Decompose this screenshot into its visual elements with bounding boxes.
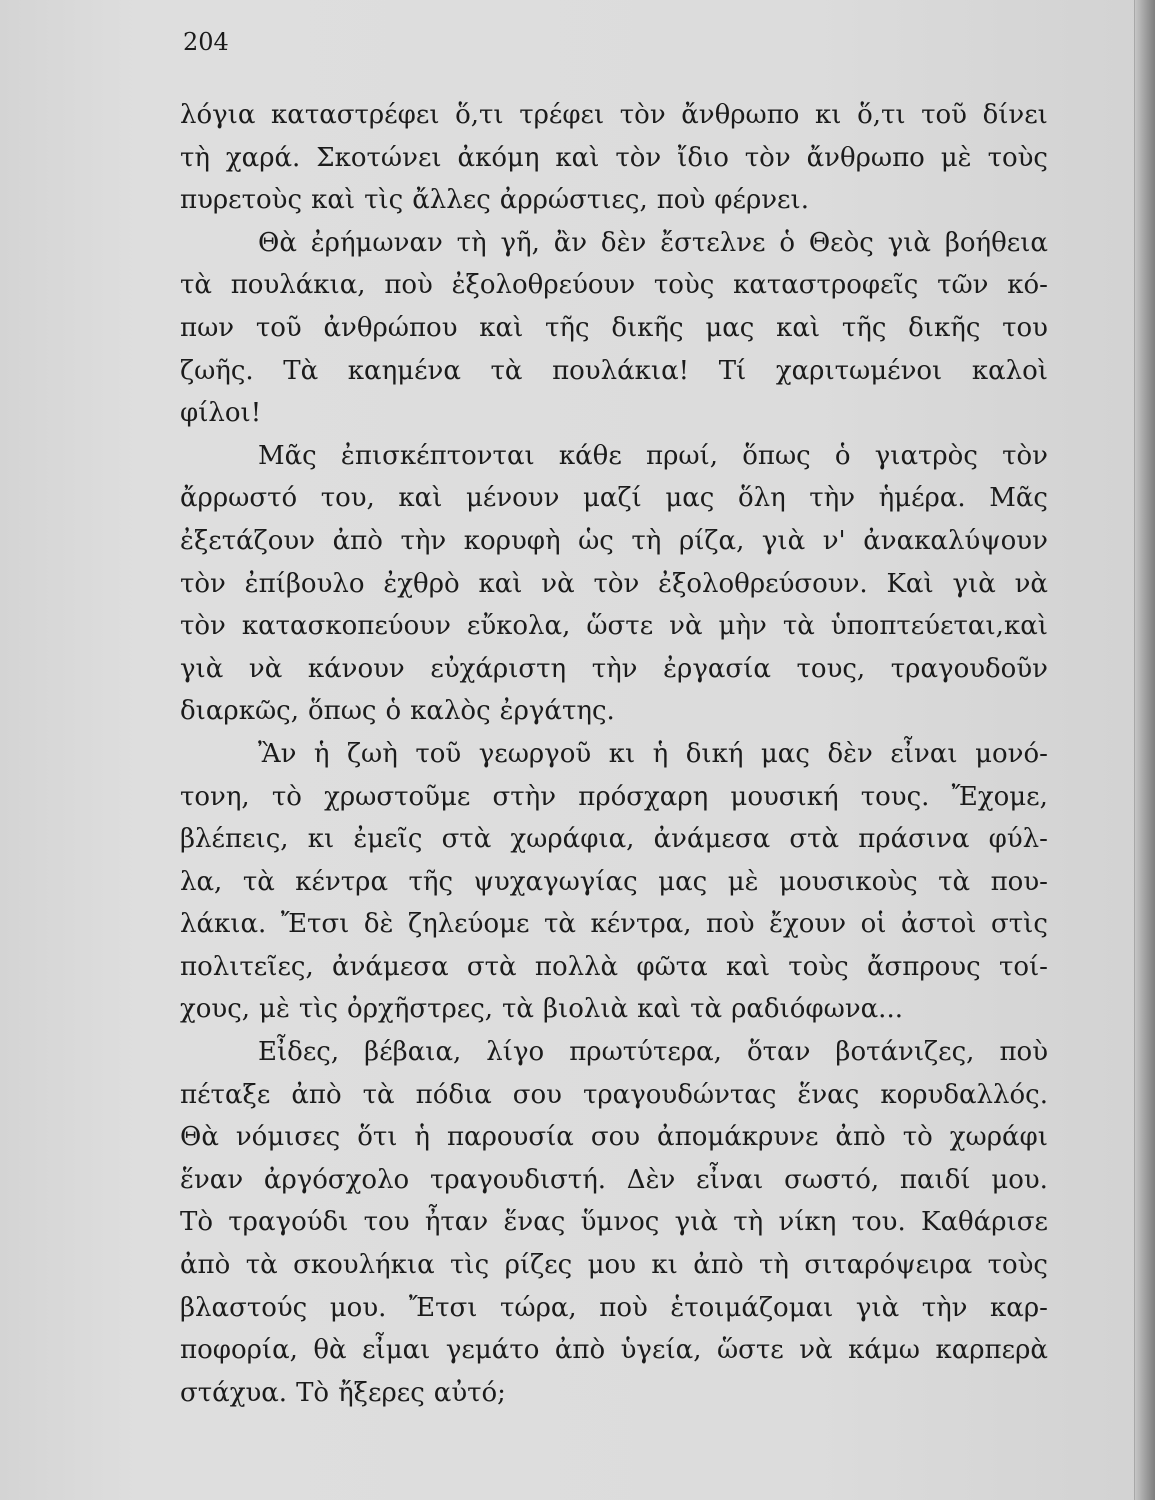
text-line: τὸν ἐπίβουλο ἐχθρὸ καὶ νὰ τὸν ἐξολοθρεύσουν. Καὶ γιὰ νὰ [180,568,1048,599]
text-line: τὴ χαρά. Σκοτώνει ἀκόμη καὶ τὸν ἴδιο τὸν ἄνθρωπο μὲ τοὺς [180,142,1048,173]
page-number: 204 [183,28,229,56]
text-line: φίλοι! [180,398,262,429]
text-line: τὸν κατασκοπεύουν εὔκολα, ὥστε νὰ μὴν τὰ ὑποπτεύεται,καὶ [180,611,1048,642]
text-line: Θὰ ἐρήμωναν τὴ γῆ, ἂν δὲν ἔστελνε ὁ Θεὸς γιὰ βοήθεια [258,227,1048,258]
text-line: βλαστούς μου. Ἔτσι τώρα, ποὺ ἑτοιμάζομαι γιὰ τὴν καρ- [180,1292,1048,1323]
text-line: Ἂν ἡ ζωὴ τοῦ γεωργοῦ κι ἡ δική μας δὲν εἶναι μονό- [258,738,1048,769]
text-line: ζωῆς. Τὰ καημένα τὰ πουλάκια! Τί χαριτωμένοι καλοὶ [180,355,1048,386]
text-line: ἄρρωστό του, καὶ μένουν μαζί μας ὅλη τὴν ἡμέρα. Μᾶς [180,483,1048,514]
text-line: Τὸ τραγούδι του ἦταν ἕνας ὕμνος γιὰ τὴ νίκη του. Καθάρισε [180,1207,1048,1238]
text-line: χους, μὲ τὶς ὀρχῆστρες, τὰ βιολιὰ καὶ τὰ ραδιόφωνα... [180,994,903,1025]
text-line: διαρκῶς, ὅπως ὁ καλὸς ἐργάτης. [180,696,615,727]
body-text [180,94,1048,1414]
text-line: πέταξε ἀπὸ τὰ πόδια σου τραγουδώντας ἕνας κορυδαλλός. [180,1079,1048,1110]
text-line: Εἶδες, βέβαια, λίγο πρωτύτερα, ὅταν βοτάνιζες, ποὺ [258,1037,1048,1068]
text-line: πυρετοὺς καὶ τὶς ἄλλες ἀρρώστιες, ποὺ φέρνει. [180,185,809,216]
text-line: λόγια καταστρέφει ὅ,τι τρέφει τὸν ἄνθρωπο κι ὅ,τι τοῦ δίνει [180,100,1048,130]
text-line: Θὰ νόμισες ὅτι ἡ παρουσία σου ἀπομάκρυνε ἀπὸ τὸ χωράφι [180,1122,1048,1153]
text-line: γιὰ νὰ κάνουν εὐχάριστη τὴν ἐργασία τους, τραγουδοῦν [180,653,1048,684]
text-line: ἕναν ἀργόσχολο τραγουδιστή. Δὲν εἶναι σωστό, παιδί μου. [180,1164,1048,1195]
book-gutter-shadow [1135,0,1155,1500]
text-line: ἀπὸ τὰ σκουλήκια τὶς ρίζες μου κι ἀπὸ τὴ σιταρόψειρα τοὺς [180,1250,1048,1281]
text-line: λάκια. Ἔτσι δὲ ζηλεύομε τὰ κέντρα, ποὺ ἔχουν οἱ ἀστοὶ στὶς [180,909,1048,940]
text-line: Μᾶς ἐπισκέπτονται κάθε πρωί, ὅπως ὁ γιατρὸς τὸν [258,440,1048,471]
text-line: στάχυα. Τὸ ἤξερες αὐτό; [180,1377,506,1408]
text-line: τονη, τὸ χρωστοῦμε στὴν πρόσχαρη μουσική τους. Ἔχομε, [180,781,1048,812]
text-line: ἐξετάζουν ἀπὸ τὴν κορυφὴ ὡς τὴ ρίζα, γιὰ ν' ἀνακαλύψουν [180,525,1048,556]
text-line: πων τοῦ ἀνθρώπου καὶ τῆς δικῆς μας καὶ τῆς δικῆς του [180,312,1048,343]
text-line: τὰ πουλάκια, ποὺ ἐξολοθρεύουν τοὺς καταστροφεῖς τῶν κό- [180,270,1048,301]
text-line: βλέπεις, κι ἐμεῖς στὰ χωράφια, ἀνάμεσα στὰ πράσινα φύλ- [180,824,1048,855]
text-line: πολιτεῖες, ἀνάμεσα στὰ πολλὰ φῶτα καὶ τοὺς ἄσπρους τοί- [180,951,1048,982]
text-line: λα, τὰ κέντρα τῆς ψυχαγωγίας μας μὲ μουσικοὺς τὰ που- [180,866,1048,897]
text-line: ποφορία, θὰ εἶμαι γεμάτο ἀπὸ ὑγεία, ὥστε νὰ κάμω καρπερὰ [180,1335,1048,1366]
